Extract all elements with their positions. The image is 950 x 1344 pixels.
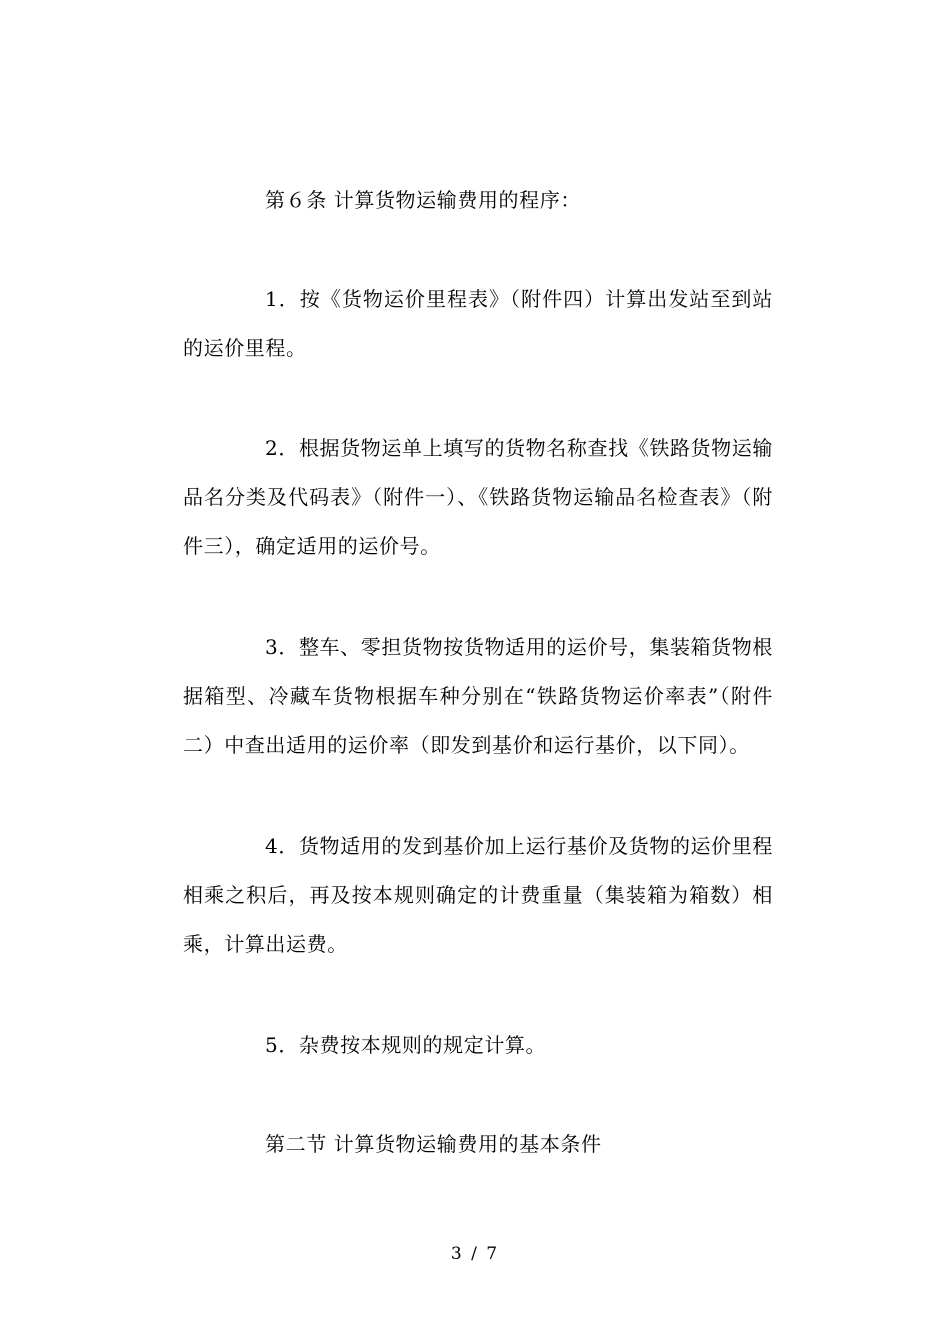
- paragraph-3: 3．整车、零担货物按货物适用的运价号，集装箱货物根据箱型、冷藏车货物根据车种分别在“铁路货物运价率表”（附件二）中查出适用的运价率（即发到基价和运行基价，以下同）。: [183, 635, 773, 757]
- section-heading: 第二节 计算货物运输费用的基本条件: [265, 1132, 602, 1156]
- paragraph-2: 2．根据货物运单上填写的货物名称查找《铁路货物运输品名分类及代码表》（附件一）、《铁路货物运输品名检查表》（附件三），确定适用的运价号。: [183, 436, 773, 558]
- article-heading: 第６条 计算货物运输费用的程序：: [265, 188, 581, 212]
- paragraph-1: 1．按《货物运价里程表》（附件四）计算出发站至到站的运价里程。: [183, 287, 773, 360]
- paragraph-4: 4．货物适用的发到基价加上运行基价及货物的运价里程相乘之积后，再及按本规则确定的计费重量（集装箱为箱数）相乘，计算出运费。: [183, 834, 773, 956]
- page-number: 3 / 7: [450, 1244, 500, 1264]
- paragraph-5: 5．杂费按本规则的规定计算。: [265, 1033, 547, 1057]
